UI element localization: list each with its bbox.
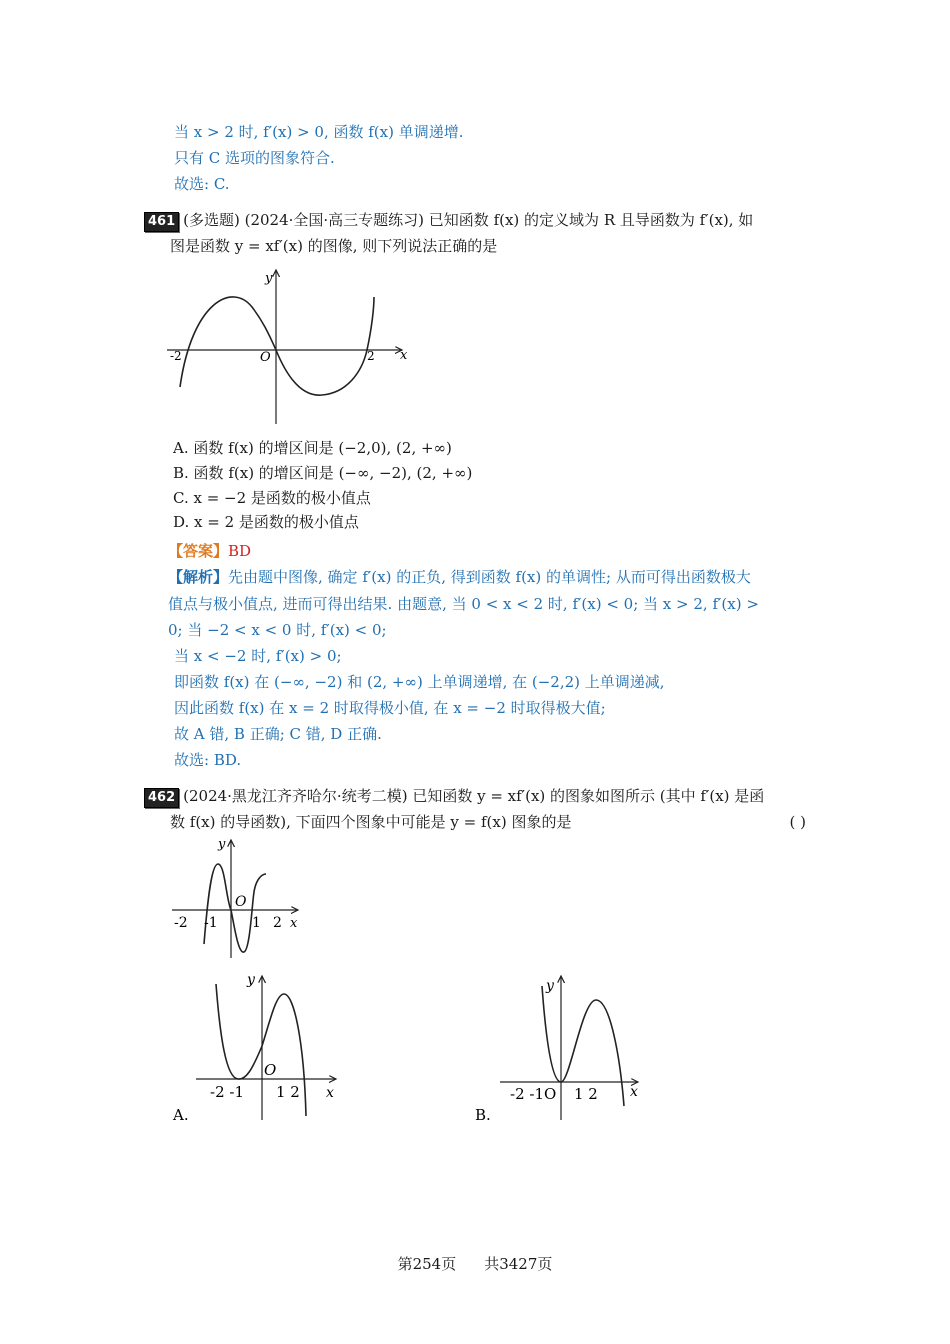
q461-analysis-line-4: 当 x < −2 时, f′(x) > 0; bbox=[174, 647, 342, 665]
q461-label-x: x bbox=[400, 348, 408, 363]
q461-analysis-line-6: 因此函数 f(x) 在 x = 2 时取得极小值, 在 x = −2 时取得极大值; bbox=[174, 699, 606, 717]
page-number: 第254页 bbox=[397, 1255, 457, 1273]
q461-analysis-line-8: 故选: BD. bbox=[174, 751, 242, 769]
q462-main-label-x: x bbox=[290, 916, 298, 931]
q461-number-badge: 461 bbox=[144, 212, 179, 232]
q462-main-label-y: y bbox=[218, 837, 226, 852]
analysis-text-1: 先由题中图像, 确定 f′(x) 的正负, 得到函数 f(x) 的单调性; 从而可得出函数极大 bbox=[228, 568, 751, 586]
page-total: 共3427页 bbox=[484, 1255, 553, 1273]
q462-a-label-x: x bbox=[326, 1085, 334, 1101]
q462-main-label-pos1: 1 bbox=[252, 915, 261, 931]
q462-main-figure bbox=[168, 834, 308, 962]
q462-a-label-o: O bbox=[264, 1061, 277, 1079]
q461-curve bbox=[180, 297, 374, 395]
continuation-line-1: 当 x > 2 时, f′(x) > 0, 函数 f(x) 单调递增. bbox=[174, 123, 464, 141]
q461-label-y: y bbox=[265, 271, 273, 286]
answer-blank[interactable]: ( ) bbox=[789, 813, 806, 831]
analysis-tag: 【解析】 bbox=[168, 568, 229, 586]
page-footer bbox=[0, 1253, 950, 1274]
q461-analysis-line-3: 0; 当 −2 < x < 0 时, f′(x) < 0; bbox=[168, 621, 387, 639]
q462-main-label-neg1: -1 bbox=[204, 915, 218, 931]
q462-number-badge: 462 bbox=[144, 788, 179, 808]
q461-label-o: O bbox=[260, 350, 271, 365]
answer-value: BD bbox=[228, 542, 252, 560]
q462-main-label-pos2: 2 bbox=[273, 915, 282, 931]
q461-label-pos2: 2 bbox=[367, 349, 375, 363]
q462-b-label-x: x bbox=[630, 1084, 638, 1100]
q461-stem-line-1 bbox=[144, 210, 753, 232]
q461-answer bbox=[168, 541, 251, 561]
continuation-line-2: 只有 C 选项的图象符合. bbox=[174, 149, 335, 167]
q461-option-b[interactable]: B. 函数 f(x) 的增区间是 (−∞, −2), (2, +∞) bbox=[173, 464, 473, 482]
answer-tag: 【答案】 bbox=[168, 542, 229, 560]
q461-analysis-line-1 bbox=[168, 567, 751, 587]
q461-option-c[interactable]: C. x = −2 是函数的极小值点 bbox=[173, 489, 371, 507]
q462-option-b-figure[interactable] bbox=[470, 966, 650, 1126]
q461-analysis-line-5: 即函数 f(x) 在 (−∞, −2) 和 (2, +∞) 上单调递增, 在 (−2,2) 上单调递减, bbox=[174, 673, 665, 691]
q462-stem-line-2 bbox=[170, 812, 806, 832]
q462-a-label-neg21: -2 -1 bbox=[210, 1083, 244, 1101]
q461-figure bbox=[162, 262, 422, 432]
q461-stem-line-2: 图是函数 y = xf′(x) 的图像, 则下列说法正确的是 bbox=[170, 237, 498, 255]
q461-stem-text-1: (多选题) (2024·全国·高三专题练习) 已知函数 f(x) 的定义域为 R 且导函数为 f′(x), 如 bbox=[183, 211, 754, 229]
q462-stem-line-1 bbox=[144, 786, 764, 808]
q462-a-label-y: y bbox=[247, 972, 255, 988]
q461-analysis-line-7: 故 A 错, B 正确; C 错, D 正确. bbox=[174, 725, 382, 743]
q461-analysis-line-2: 值点与极小值点, 进而可得出结果. 由题意, 当 0 < x < 2 时, f′(x) < 0; 当 x > 2, f′(x) > bbox=[168, 595, 759, 613]
q462-b-caption: B. bbox=[475, 1106, 491, 1124]
q462-option-a-figure[interactable] bbox=[168, 966, 348, 1126]
q462-main-label-o: O bbox=[235, 894, 247, 910]
q462-a-label-pos12: 1 2 bbox=[276, 1083, 300, 1101]
q462-b-label-pos12: 1 2 bbox=[574, 1085, 598, 1103]
q462-b-label-y: y bbox=[546, 978, 554, 994]
q462-main-label-neg2: -2 bbox=[174, 915, 188, 931]
q462-stem-text-1: (2024·黑龙江齐齐哈尔·统考二模) 已知函数 y = xf′(x) 的图象如图所示 (其中 f′(x) 是函 bbox=[183, 787, 765, 805]
q462-stem-text-2: 数 f(x) 的导函数), 下面四个图象中可能是 y = f(x) 图象的是 bbox=[170, 813, 572, 831]
q462-a-caption: A. bbox=[173, 1106, 189, 1124]
q461-option-a[interactable]: A. 函数 f(x) 的增区间是 (−2,0), (2, +∞) bbox=[173, 439, 452, 457]
q461-option-d[interactable]: D. x = 2 是函数的极小值点 bbox=[173, 513, 359, 531]
q461-label-neg2: -2 bbox=[170, 349, 182, 363]
q462-b-label-neg21o: -2 -1O bbox=[510, 1085, 557, 1103]
continuation-line-3: 故选: C. bbox=[174, 175, 230, 193]
